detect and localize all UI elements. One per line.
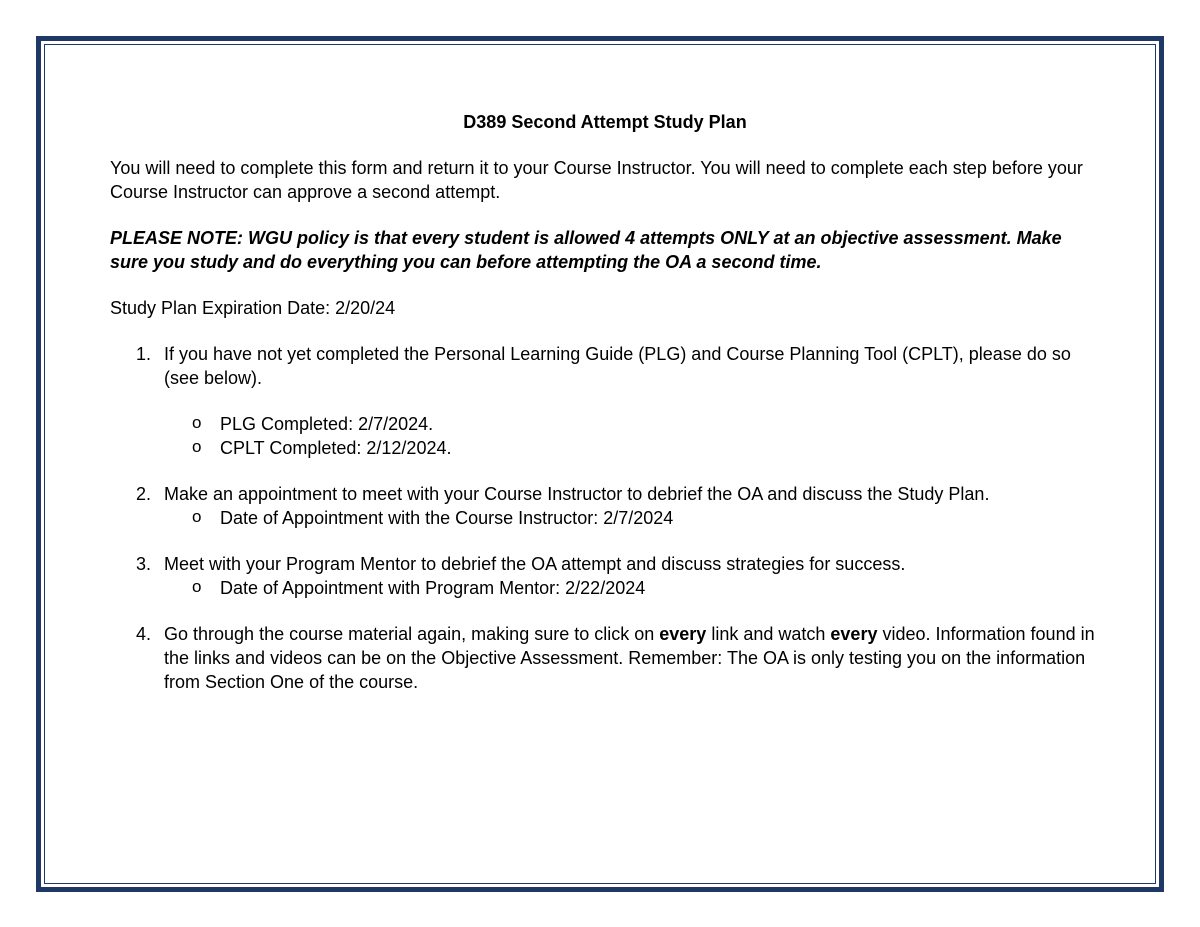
item-text: Date of Appointment with the Course Instructor: 2/7/2024 (220, 508, 674, 528)
step-3 (136, 552, 1100, 600)
circle-bullet-icon: o (192, 437, 202, 456)
list-item (192, 506, 1100, 530)
list-item (192, 436, 1100, 460)
steps-list (110, 342, 1100, 694)
step-number: 1. (136, 344, 152, 364)
step-3-items (164, 576, 1100, 600)
step-number: 3. (136, 554, 152, 574)
step-number: 2. (136, 484, 152, 504)
document-body (110, 110, 1100, 716)
step-text: Go through the course material again, making sure to click on every link and watch every video. Information found in the links and videos can be on the Objective Assessment. Remember: The OA is only testing you on the information from Section One of the course. (164, 624, 1095, 692)
step-2 (136, 482, 1100, 530)
list-item (192, 412, 1100, 436)
step-1-items (164, 412, 1100, 460)
step-2-items (164, 506, 1100, 530)
item-text: Date of Appointment with Program Mentor: 2/22/2024 (220, 578, 646, 598)
circle-bullet-icon: o (192, 577, 202, 596)
item-text: PLG Completed: 2/7/2024. (220, 414, 434, 434)
item-text: CPLT Completed: 2/12/2024. (220, 438, 452, 458)
step-text: Make an appointment to meet with your Course Instructor to debrief the OA and discuss the Study Plan. (164, 484, 990, 504)
step-4 (136, 622, 1100, 694)
expiration-date: Study Plan Expiration Date: 2/20/24 (110, 298, 396, 318)
step-text: If you have not yet completed the Personal Learning Guide (PLG) and Course Planning Tool (CPLT), please do so (see below). (164, 344, 1071, 388)
intro-paragraph: You will need to complete this form and return it to your Course Instructor. You will need to complete each step before your Course Instructor can approve a second attempt. (110, 158, 1083, 202)
step-1 (136, 342, 1100, 460)
circle-bullet-icon: o (192, 507, 202, 526)
step-text: Meet with your Program Mentor to debrief the OA attempt and discuss strategies for success. (164, 554, 906, 574)
document-title: D389 Second Attempt Study Plan (463, 112, 747, 132)
circle-bullet-icon: o (192, 413, 202, 432)
list-item (192, 576, 1100, 600)
policy-note: PLEASE NOTE: WGU policy is that every student is allowed 4 attempts ONLY at an objective assessment. Make sure you study and do everything you can before attempting the OA a second time. (110, 228, 1062, 272)
step-number: 4. (136, 624, 152, 644)
